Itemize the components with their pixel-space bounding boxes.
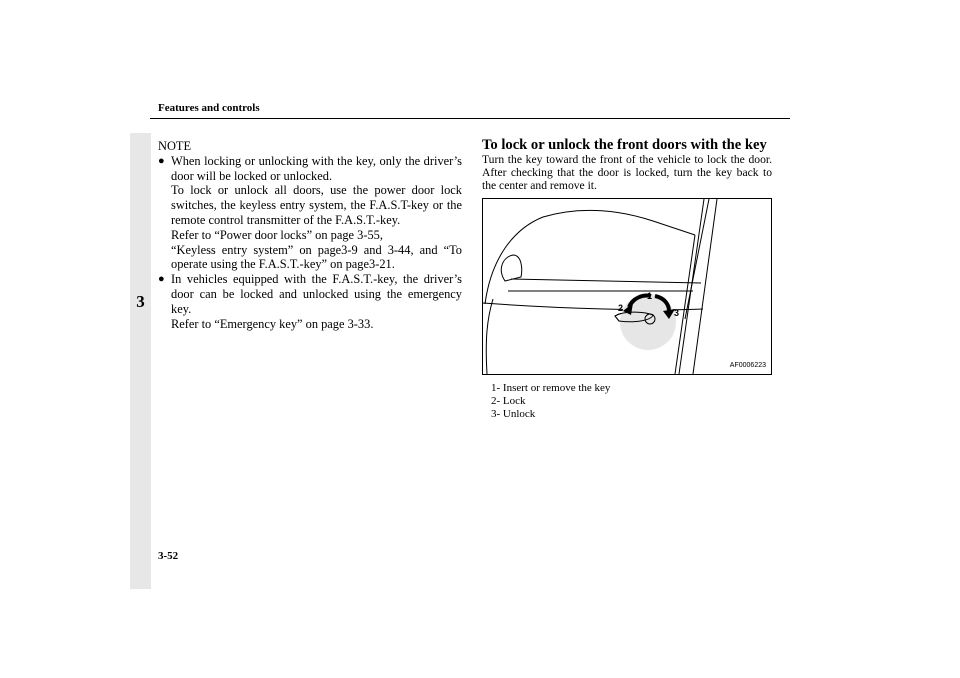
door-lock-diagram — [483, 199, 771, 374]
note-text: ● In vehicles equipped with the F.A.S.T.-key, the driver’s door can be locked and unlocked using the emergency key. — [171, 272, 462, 316]
note-bullet — [158, 272, 462, 331]
note-bullet — [158, 154, 462, 272]
header-divider — [150, 118, 790, 119]
note-label: NOTE — [158, 139, 192, 153]
legend-item: 1- Insert or remove the key — [491, 382, 611, 394]
section-title: To lock or unlock the front doors with the key — [482, 137, 767, 153]
note-text: Refer to “Emergency key” on page 3-33. — [171, 316, 374, 331]
callout-1: 1 — [647, 291, 653, 301]
chapter-tab — [130, 133, 151, 589]
legend-item: 3- Unlock — [491, 408, 536, 421]
callout-2: 2 — [618, 303, 624, 313]
legend-item: 2- Lock — [491, 395, 526, 408]
note-text: “Keyless entry system” on page3-9 and 3-44, and “To operate using the F.A.S.T.-key” on page3-21. — [171, 242, 462, 272]
section-body-text: Turn the key toward the front of the vehicle to lock the door. After checking that the door is locked, turn the key back to the center and remove it. — [482, 153, 772, 193]
section-header-title: Features and controls — [158, 102, 260, 114]
callout-3: 3 — [674, 308, 680, 318]
figure-legend — [491, 382, 610, 422]
note-text: To lock or unlock all doors, use the power door lock switches, the keyless entry system, the F.A.S.T-key or the remote control transmitter of the F.A.S.T.-key. — [171, 183, 462, 227]
note-text: Refer to “Power door locks” on page 3-55, — [171, 227, 383, 242]
note-text: ● When locking or unlocking with the key, only the driver’s door will be locked or unlocked. — [171, 153, 462, 183]
figure-code: AF0006223 — [729, 362, 766, 369]
chapter-tab-number: 3 — [136, 292, 145, 311]
note-block — [158, 139, 462, 331]
page-number: 3-52 — [158, 550, 179, 562]
door-key-illustration — [482, 198, 772, 375]
